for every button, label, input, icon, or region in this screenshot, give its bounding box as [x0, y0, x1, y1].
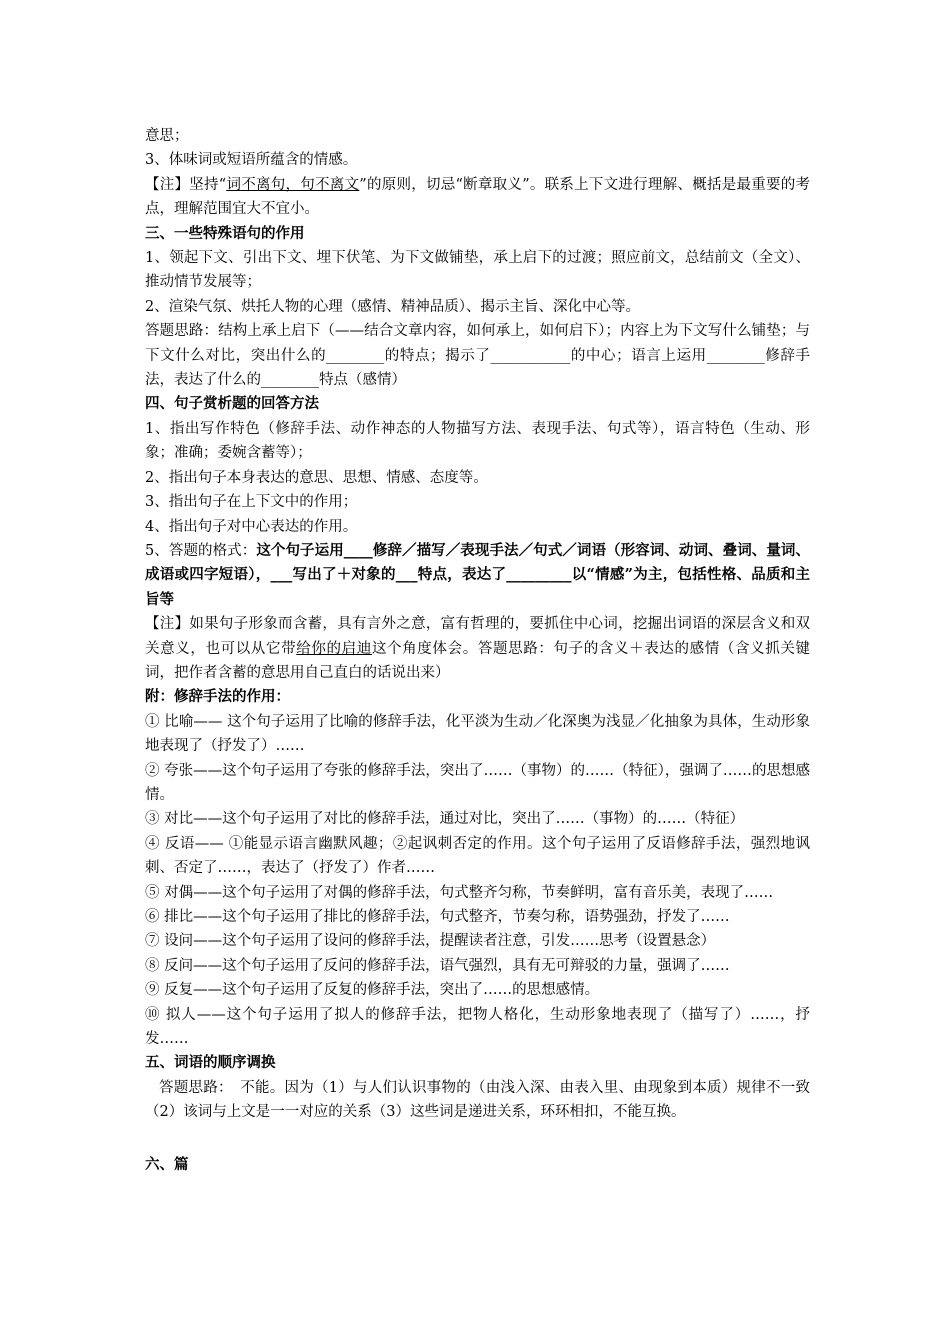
- appendix-heading: 附：修辞手法的作用：: [145, 688, 290, 706]
- underlined-phrase: 给你的启迪: [296, 640, 372, 657]
- section-heading-6: 六、篇: [145, 1155, 189, 1173]
- note-text: 这个角度体会。答题思路：句子的含义＋表达的感情（含义抓关键词，把作者含蓄的意思用自己直白的话说出来）: [145, 640, 811, 681]
- paragraph: 1、指出写作特色（修辞手法、动作神态的人物描写方法、表现手法、句式等），语言特色（生动、形象；准确；委婉含蓄等）；: [145, 420, 810, 462]
- document-body: [145, 124, 810, 1177]
- rhetoric-item: ⑦ 设问——这个句子运用了设问的修辞手法，提醒读者注意，引发……思考（设置悬念）: [145, 933, 716, 950]
- answer-format-paragraph: [145, 539, 810, 612]
- paragraph: 意思；: [145, 128, 189, 144]
- rhetoric-item: ⑤ 对偶——这个句子运用了对偶的修辞手法，句式整齐匀称，节奏鲜明，富有音乐美，表现了……: [145, 884, 774, 901]
- paragraph: 1、领起下文、引出下文、埋下伏笔、为下文做铺垫，承上启下的过渡；照应前文，总结前文（全文）、推动情节发展等；: [145, 250, 810, 291]
- spacer: [145, 1125, 810, 1153]
- section-heading-4: 四、句子赏析题的回答方法: [145, 395, 319, 413]
- paragraph-text: 5、答题的格式：: [145, 542, 257, 559]
- note-text: ”的原则，切忌“断章取义”。联系上下文进行理解、概括是最重要的考点，理解范围宜大不宜小。: [145, 176, 810, 218]
- paragraph: 3、体味词或短语所蕴含的情感。: [145, 152, 358, 169]
- rhetoric-item: ⑩ 拟人——这个句子运用了拟人的修辞手法，把物人格化，生动形象地表现了（描写了）……，抒发……: [145, 1006, 810, 1048]
- rhetoric-item: ③ 对比——这个句子运用了对比的修辞手法，通过对比，突出了……（事物）的……（特征）: [145, 811, 745, 828]
- note-paragraph: [145, 612, 810, 685]
- section-heading-5: 五、词语的顺序调换: [145, 1054, 276, 1072]
- rhetoric-item: ④ 反语—— ①能显示语言幽默风趣；②起讽刺否定的作用。这个句子运用了反语修辞手法，强烈地讽刺、否定了……，表达了（抒发了）作者……: [145, 835, 810, 877]
- rhetoric-item: ② 夸张——这个句子运用了夸张的修辞手法，突出了……（事物）的……（特征），强调了……的思想感情。: [145, 762, 810, 803]
- rhetoric-item: ⑧ 反问——这个句子运用了反问的修辞手法，语气强烈，具有无可辩驳的力量，强调了……: [145, 957, 730, 974]
- paragraph: 2、渲染气氛、烘托人物的心理（感情、精神品质）、揭示主旨、深化中心等。: [145, 298, 640, 315]
- paragraph: 2、指出句子本身表达的意思、思想、情感、态度等。: [145, 469, 488, 486]
- section-heading-3: 三、一些特殊语句的作用: [145, 224, 305, 242]
- bold-text: 这个句子运用____修辞／描写／表现手法／句式／词语（形容词、动词、叠词、量词、成语或四字短语），___写出了＋对象的___特点，表达了_________以“情感”为主，包括性格、品质和主旨等: [145, 541, 810, 608]
- underlined-phrase: 词不离句，句不离文: [226, 176, 360, 193]
- paragraph: 3、指出句子在上下文中的作用；: [145, 494, 358, 511]
- paragraph: 4、指出句子对中心表达的作用。: [145, 518, 358, 535]
- paragraph: 答题思路： 不能。因为（1）与人们认识事物的（由浅入深、由表入里、由现象到本质）规律不一致（2）该词与上文是一一对应的关系（3）这些词是递进关系，环环相扣，不能互换。: [145, 1079, 810, 1121]
- note-text: 【注】坚持“: [145, 176, 227, 193]
- rhetoric-item: ① 比喻—— 这个句子运用了比喻的修辞手法，化平淡为生动／化深奥为浅显／化抽象为具体，生动形象地表现了（抒发了）……: [145, 713, 810, 755]
- note-text: 【注】如果句子形象而含蓄，具有言外之意，富有哲理的，要抓住中心词，挖掘出词语的深层含义和双关意义，也可以从它带: [145, 616, 810, 657]
- rhetoric-item: ⑨ 反复——这个句子运用了反复的修辞手法，突出了……的思想感情。: [145, 982, 600, 999]
- note-paragraph: [145, 173, 810, 222]
- paragraph: 答题思路：结构上承上启下（——结合文章内容，如何承上，如何启下）；内容上为下文写什么铺垫；与下文什么对比，突出什么的________的特点；揭示了___________的中心；语言上运用________修辞手法，表达了什么的________特点（感情）: [145, 323, 810, 389]
- rhetoric-item: ⑥ 排比——这个句子运用了排比的修辞手法，句式整齐，节奏匀称，语势强劲，抒发了……: [145, 909, 730, 925]
